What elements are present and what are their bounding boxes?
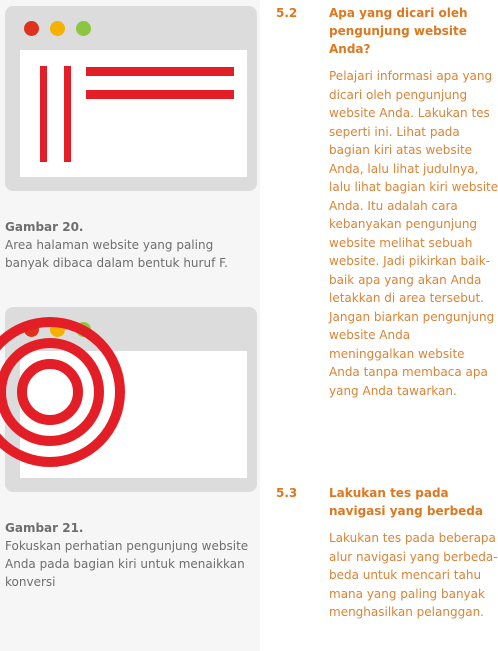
figure-caption-title: Gambar 20. xyxy=(5,220,84,234)
section-number: 5.3 xyxy=(276,486,298,500)
section-body: Pelajari informasi apa yang dicari oleh pengunjung website Anda. Lakukan tes seperti ini. Lihat pada bagian kiri atas website Anda, lalu lihat judulnya, lalu lihat bagian kiri website Anda. Itu adalah cara kebanyakan pengunjung website melihat sebuah website. Jadi pikirkan baik-baik apa yang akan Anda letakkan di area tersebut. Jangan biarkan pengunjung website Anda meninggalkan website Anda tanpa membaca apa yang Anda tawarkan. xyxy=(329,69,498,398)
section-title: Apa yang dicari oleh pengunjung website Anda? xyxy=(329,6,468,56)
section-body: Lakukan tes pada beberapa alur navigasi yang berbeda-beda untuk mencari tahu mana yang paling banyak menghasilkan pelanggan. xyxy=(329,531,498,619)
figure-caption xyxy=(5,218,257,272)
figure-caption-text: Area halaman website yang paling banyak dibaca dalam bentuk huruf F. xyxy=(5,238,228,270)
section-title: Lakukan tes pada navigasi yang berbeda xyxy=(329,486,483,518)
browser-viewport xyxy=(20,50,247,177)
window-close-dot-icon xyxy=(24,21,39,36)
figure-caption-title: Gambar 21. xyxy=(5,521,84,535)
figure-caption-text: Fokuskan perhatian pengunjung website Anda pada bagian kiri untuk menaikkan konversi xyxy=(5,539,249,589)
f-pattern-vertical-bar xyxy=(40,66,47,162)
browser-illustration-f-pattern xyxy=(5,6,257,191)
target-bullseye-icon xyxy=(0,312,130,472)
section-number: 5.2 xyxy=(276,6,298,20)
window-maximize-dot-icon xyxy=(76,21,91,36)
f-pattern-vertical-bar xyxy=(64,66,71,162)
figure-caption xyxy=(5,519,257,591)
f-pattern-middle-bar xyxy=(86,90,234,99)
window-minimize-dot-icon xyxy=(50,21,65,36)
f-pattern-top-bar xyxy=(86,67,234,76)
